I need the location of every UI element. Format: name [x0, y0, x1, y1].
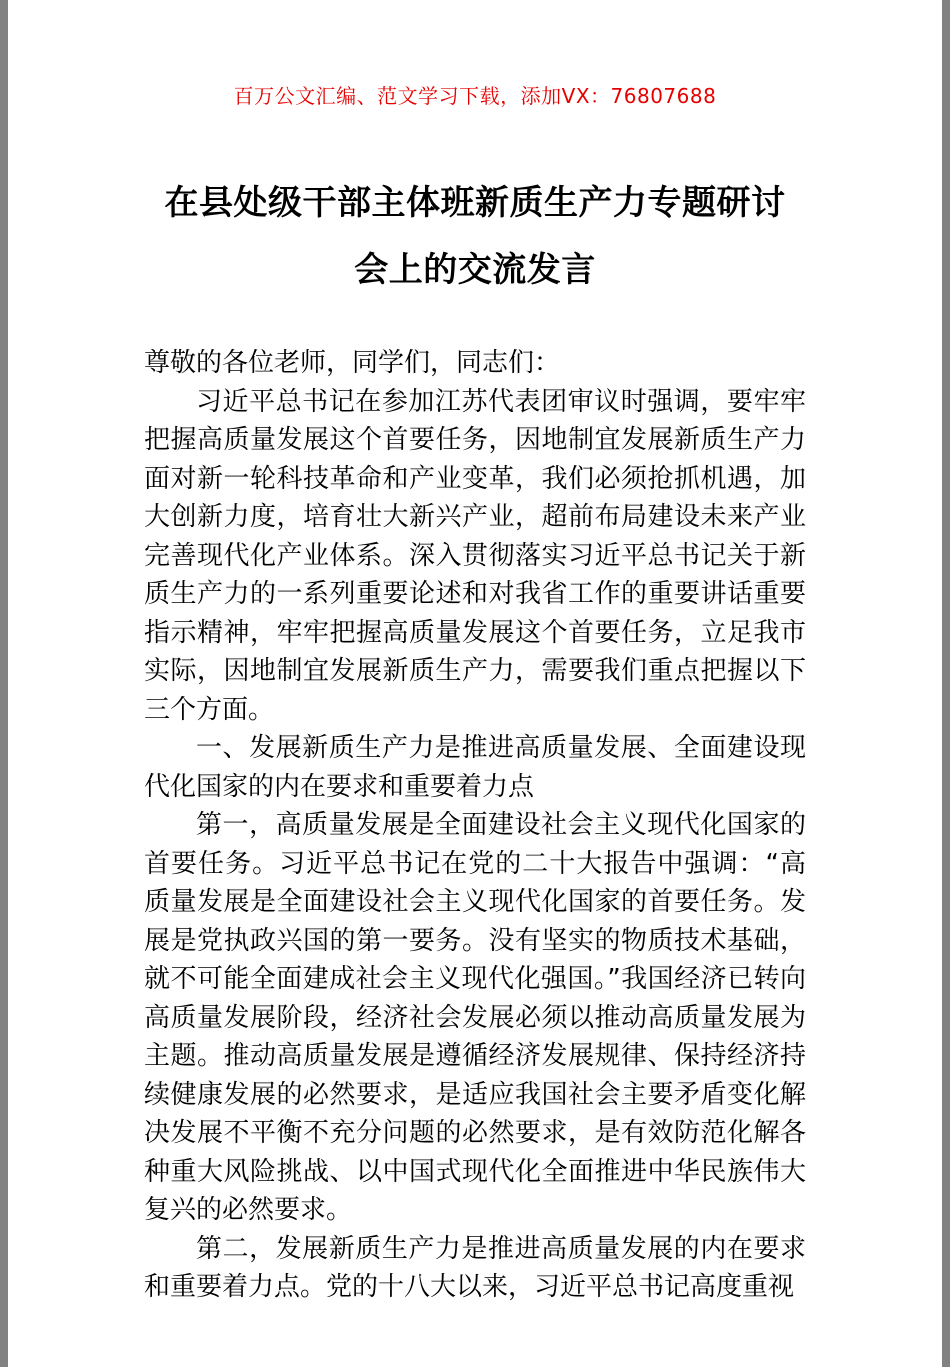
document-body [144, 344, 806, 1307]
paragraph-intro: 习近平总书记在参加江苏代表团审议时强调，要牢牢把握高质量发展这个首要任务，因地制宜发展新质生产力面对新一轮科技革命和产业变革，我们必须抢抓机遇，加大创新力度，培育壮大新兴产业，超前布局建设未来产业完善现代化产业体系。深入贯彻落实习近平总书记关于新质生产力的一系列重要论述和对我省工作的重要讲话重要指示精神，牢牢把握高质量发展这个首要任务，立足我市实际，因地制宜发展新质生产力，需要我们重点把握以下三个方面。 [144, 386, 806, 725]
salutation: 尊敬的各位老师，同学们，同志们： [144, 348, 561, 378]
paragraph-first-point: 第一，高质量发展是全面建设社会主义现代化国家的首要任务。习近平总书记在党的二十大报告中强调：“高质量发展是全面建设社会主义现代化国家的首要任务。发展是党执政兴国的第一要务。没有坚实的物质技术基础，就不可能全面建成社会主义现代化强国。”我国经济已转向高质量发展阶段，经济社会发展必须以推动高质量发展为主题。推动高质量发展是遵循经济发展规律、保持经济持续健康发展的必然要求，是适应我国社会主要矛盾变化解决发展不平衡不充分问题的必然要求，是有效防范化解各种重大风险挑战、以中国式现代化全面推进中华民族伟大复兴的必然要求。 [144, 810, 806, 1225]
page-title-line-2: 会上的交流发言 [354, 250, 596, 290]
section-heading-1: 一、发展新质生产力是推进高质量发展、全面建设现代化国家的内在要求和重要着力点 [144, 733, 806, 802]
page-title-line-1: 在县处级干部主体班新质生产力专题研讨 [164, 183, 786, 223]
document-page [8, 0, 942, 1367]
paragraph-second-point: 第二，发展新质生产力是推进高质量发展的内在要求和重要着力点。党的十八大以来，习近平总书记高度重视 [144, 1233, 806, 1302]
promo-header-text: 百万公文汇编、范文学习下载，添加VX：76807688 [233, 84, 717, 108]
page-title [8, 170, 942, 304]
